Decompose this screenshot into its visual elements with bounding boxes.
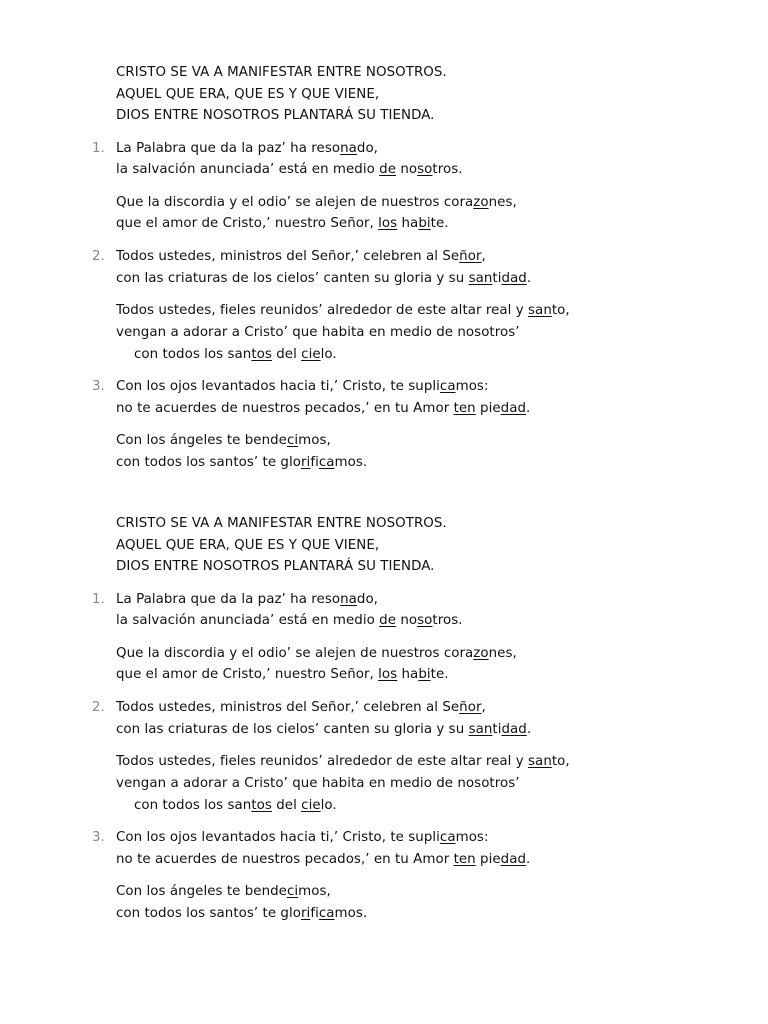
verse-line	[116, 753, 570, 771]
stressed-syllable: ca	[318, 454, 335, 470]
refrain-line: AQUEL QUE ERA, QUE ES Y QUE VIENE,	[116, 537, 380, 553]
refrain-line: DIOS ENTRE NOSOTROS PLANTARÁ SU TIENDA.	[116, 559, 435, 575]
refrain-line: CRISTO SE VA A MANIFESTAR ENTRE NOSOTROS.	[116, 65, 447, 80]
text-segment: Que la discordia y el odio’ se alejen de nuestros cora	[116, 194, 474, 210]
text-segment: no te acuerdes de nuestros pecados,’ en tu Amor	[116, 400, 454, 416]
verse-number: 3.	[92, 830, 105, 845]
text-segment: fi	[310, 454, 319, 470]
stressed-syllable: bi	[418, 667, 431, 683]
text-segment: Todos ustedes, fieles reunidos’ alrededor de este altar real y	[116, 754, 529, 770]
text-segment: con todos los san	[134, 797, 252, 813]
text-segment: mos,	[298, 433, 331, 449]
stressed-syllable: dad	[501, 270, 527, 286]
stressed-syllable: tos	[251, 346, 272, 362]
text-segment: Con los ojos levantados hacia ti,’ Cristo, te supli	[116, 830, 440, 845]
stressed-syllable: bi	[418, 216, 431, 232]
refrain-line: DIOS ENTRE NOSOTROS PLANTARÁ SU TIENDA.	[116, 108, 435, 124]
text-segment: tros.	[432, 613, 463, 629]
stressed-syllable: ca	[439, 830, 456, 845]
text-segment: Con los ojos levantados hacia ti,’ Cristo, te supli	[116, 379, 440, 394]
verse-line	[116, 432, 331, 450]
verse-number: 2.	[92, 699, 105, 715]
verse-line	[116, 591, 378, 609]
text-segment: no	[396, 162, 418, 178]
stressed-syllable: ri	[300, 454, 311, 470]
stressed-syllable: ñor	[459, 699, 482, 715]
text-segment: to,	[551, 303, 570, 319]
text-segment: fi	[310, 905, 319, 921]
text-segment: te.	[430, 216, 449, 232]
stressed-syllable: de	[379, 613, 397, 629]
text-segment: con las criaturas de los cielos’ canten su gloria y su	[116, 721, 469, 737]
text-segment: Con los ángeles te bende	[116, 884, 287, 900]
text-segment: Que la discordia y el odio’ se alejen de nuestros cora	[116, 645, 474, 661]
verse-line	[116, 454, 367, 472]
stressed-syllable: zo	[473, 194, 489, 210]
text-segment: ,	[481, 248, 486, 264]
text-segment: ha	[397, 216, 419, 232]
verse-line	[134, 797, 337, 815]
stressed-syllable: cie	[301, 346, 321, 362]
verse-line	[116, 324, 520, 342]
verse-line	[116, 140, 378, 158]
verse-line	[116, 883, 331, 901]
verse-line	[116, 851, 530, 869]
stressed-syllable: na	[340, 591, 357, 607]
stressed-syllable: dad	[500, 851, 526, 867]
text-segment: do,	[356, 140, 378, 156]
text-segment: nes,	[488, 194, 517, 210]
text-segment: que el amor de Cristo,’ nuestro Señor,	[116, 667, 379, 683]
text-segment: mos:	[455, 830, 489, 845]
stressed-syllable: ten	[453, 851, 476, 867]
verse-line	[116, 270, 531, 288]
text-segment: do,	[356, 591, 378, 607]
stressed-syllable: so	[417, 162, 433, 178]
text-segment: vengan a adorar a Cristo’ que habita en medio de nosotros’	[116, 324, 520, 340]
stressed-syllable: cie	[301, 797, 321, 813]
stressed-syllable: ri	[300, 905, 311, 921]
text-segment: del	[271, 346, 302, 362]
refrain-line: AQUEL QUE ERA, QUE ES Y QUE VIENE,	[116, 86, 380, 102]
text-segment: la salvación anunciada’ está en medio	[116, 162, 380, 178]
text-segment: lo.	[320, 797, 337, 813]
stressed-syllable: ci	[286, 433, 299, 449]
text-segment: La Palabra que da la paz’ ha reso	[116, 140, 341, 156]
text-segment: no	[396, 613, 418, 629]
text-segment: to,	[551, 754, 570, 770]
verse-line	[116, 248, 486, 266]
text-segment: no te acuerdes de nuestros pecados,’ en tu Amor	[116, 851, 454, 867]
text-segment: .	[526, 270, 532, 286]
verse-line	[116, 161, 463, 179]
text-segment: ,	[481, 699, 486, 715]
stressed-syllable: san	[528, 754, 552, 770]
text-segment: vengan a adorar a Cristo’ que habita en medio de nosotros’	[116, 775, 520, 791]
text-segment: lo.	[320, 346, 337, 362]
text-segment: del	[271, 797, 302, 813]
verse-number: 1.	[92, 591, 105, 607]
text-segment: ti	[492, 270, 502, 286]
text-segment: con todos los san	[134, 346, 252, 362]
stressed-syllable: los	[378, 667, 398, 683]
stressed-syllable: san	[528, 303, 552, 319]
text-segment: te.	[430, 667, 449, 683]
text-segment: que el amor de Cristo,’ nuestro Señor,	[116, 216, 379, 232]
verse-line	[116, 378, 489, 396]
text-segment: nes,	[488, 645, 517, 661]
verse-line	[116, 829, 489, 847]
verse-line	[116, 775, 520, 793]
stressed-syllable: dad	[501, 721, 527, 737]
text-segment: .	[526, 721, 532, 737]
stressed-syllable: de	[379, 162, 397, 178]
text-segment: mos:	[455, 379, 489, 394]
text-segment: tros.	[432, 162, 463, 178]
verse-line	[116, 194, 517, 212]
verse-line	[116, 905, 367, 923]
text-segment: mos.	[334, 905, 368, 921]
stressed-syllable: zo	[473, 645, 489, 661]
stressed-syllable: san	[468, 270, 493, 286]
text-segment: Todos ustedes, ministros del Señor,’ celebren al Se	[116, 248, 460, 264]
text-segment: .	[526, 851, 531, 867]
text-segment: la salvación anunciada’ está en medio	[116, 613, 380, 629]
text-segment: Con los ángeles te bende	[116, 433, 287, 449]
verse-line	[116, 215, 449, 233]
verse-line	[116, 721, 531, 739]
text-segment: La Palabra que da la paz’ ha reso	[116, 591, 341, 607]
verse-line	[116, 400, 530, 418]
text-segment: mos,	[298, 884, 331, 900]
verse-line	[116, 666, 449, 684]
verse-line	[116, 612, 463, 630]
stressed-syllable: dad	[500, 400, 526, 416]
text-segment: con las criaturas de los cielos’ canten su gloria y su	[116, 270, 469, 286]
stressed-syllable: na	[340, 140, 357, 156]
stressed-syllable: ca	[439, 379, 456, 394]
text-segment: ti	[492, 721, 502, 737]
stressed-syllable: tos	[251, 797, 272, 813]
text-segment: pie	[475, 400, 501, 416]
text-segment: con todos los santos’ te glo	[116, 905, 301, 921]
text-segment: con todos los santos’ te glo	[116, 454, 301, 470]
stressed-syllable: los	[378, 216, 398, 232]
verse-line	[134, 346, 337, 364]
verse-line	[116, 645, 517, 663]
text-segment: .	[526, 400, 531, 416]
text-segment: pie	[475, 851, 501, 867]
text-segment: mos.	[334, 454, 368, 470]
verse-line	[116, 699, 486, 717]
text-segment: ha	[397, 667, 419, 683]
verse-number: 3.	[92, 379, 105, 394]
stressed-syllable: ñor	[459, 248, 482, 264]
verse-number: 1.	[92, 140, 105, 156]
refrain-line: CRISTO SE VA A MANIFESTAR ENTRE NOSOTROS.	[116, 516, 447, 531]
text-segment: Todos ustedes, fieles reunidos’ alrededor de este altar real y	[116, 303, 529, 319]
stressed-syllable: ca	[318, 905, 335, 921]
stressed-syllable: ci	[286, 884, 299, 900]
stressed-syllable: so	[417, 613, 433, 629]
stressed-syllable: ten	[453, 400, 476, 416]
stressed-syllable: san	[468, 721, 493, 737]
text-segment: Todos ustedes, ministros del Señor,’ celebren al Se	[116, 699, 460, 715]
verse-number: 2.	[92, 248, 105, 264]
verse-line	[116, 302, 570, 320]
